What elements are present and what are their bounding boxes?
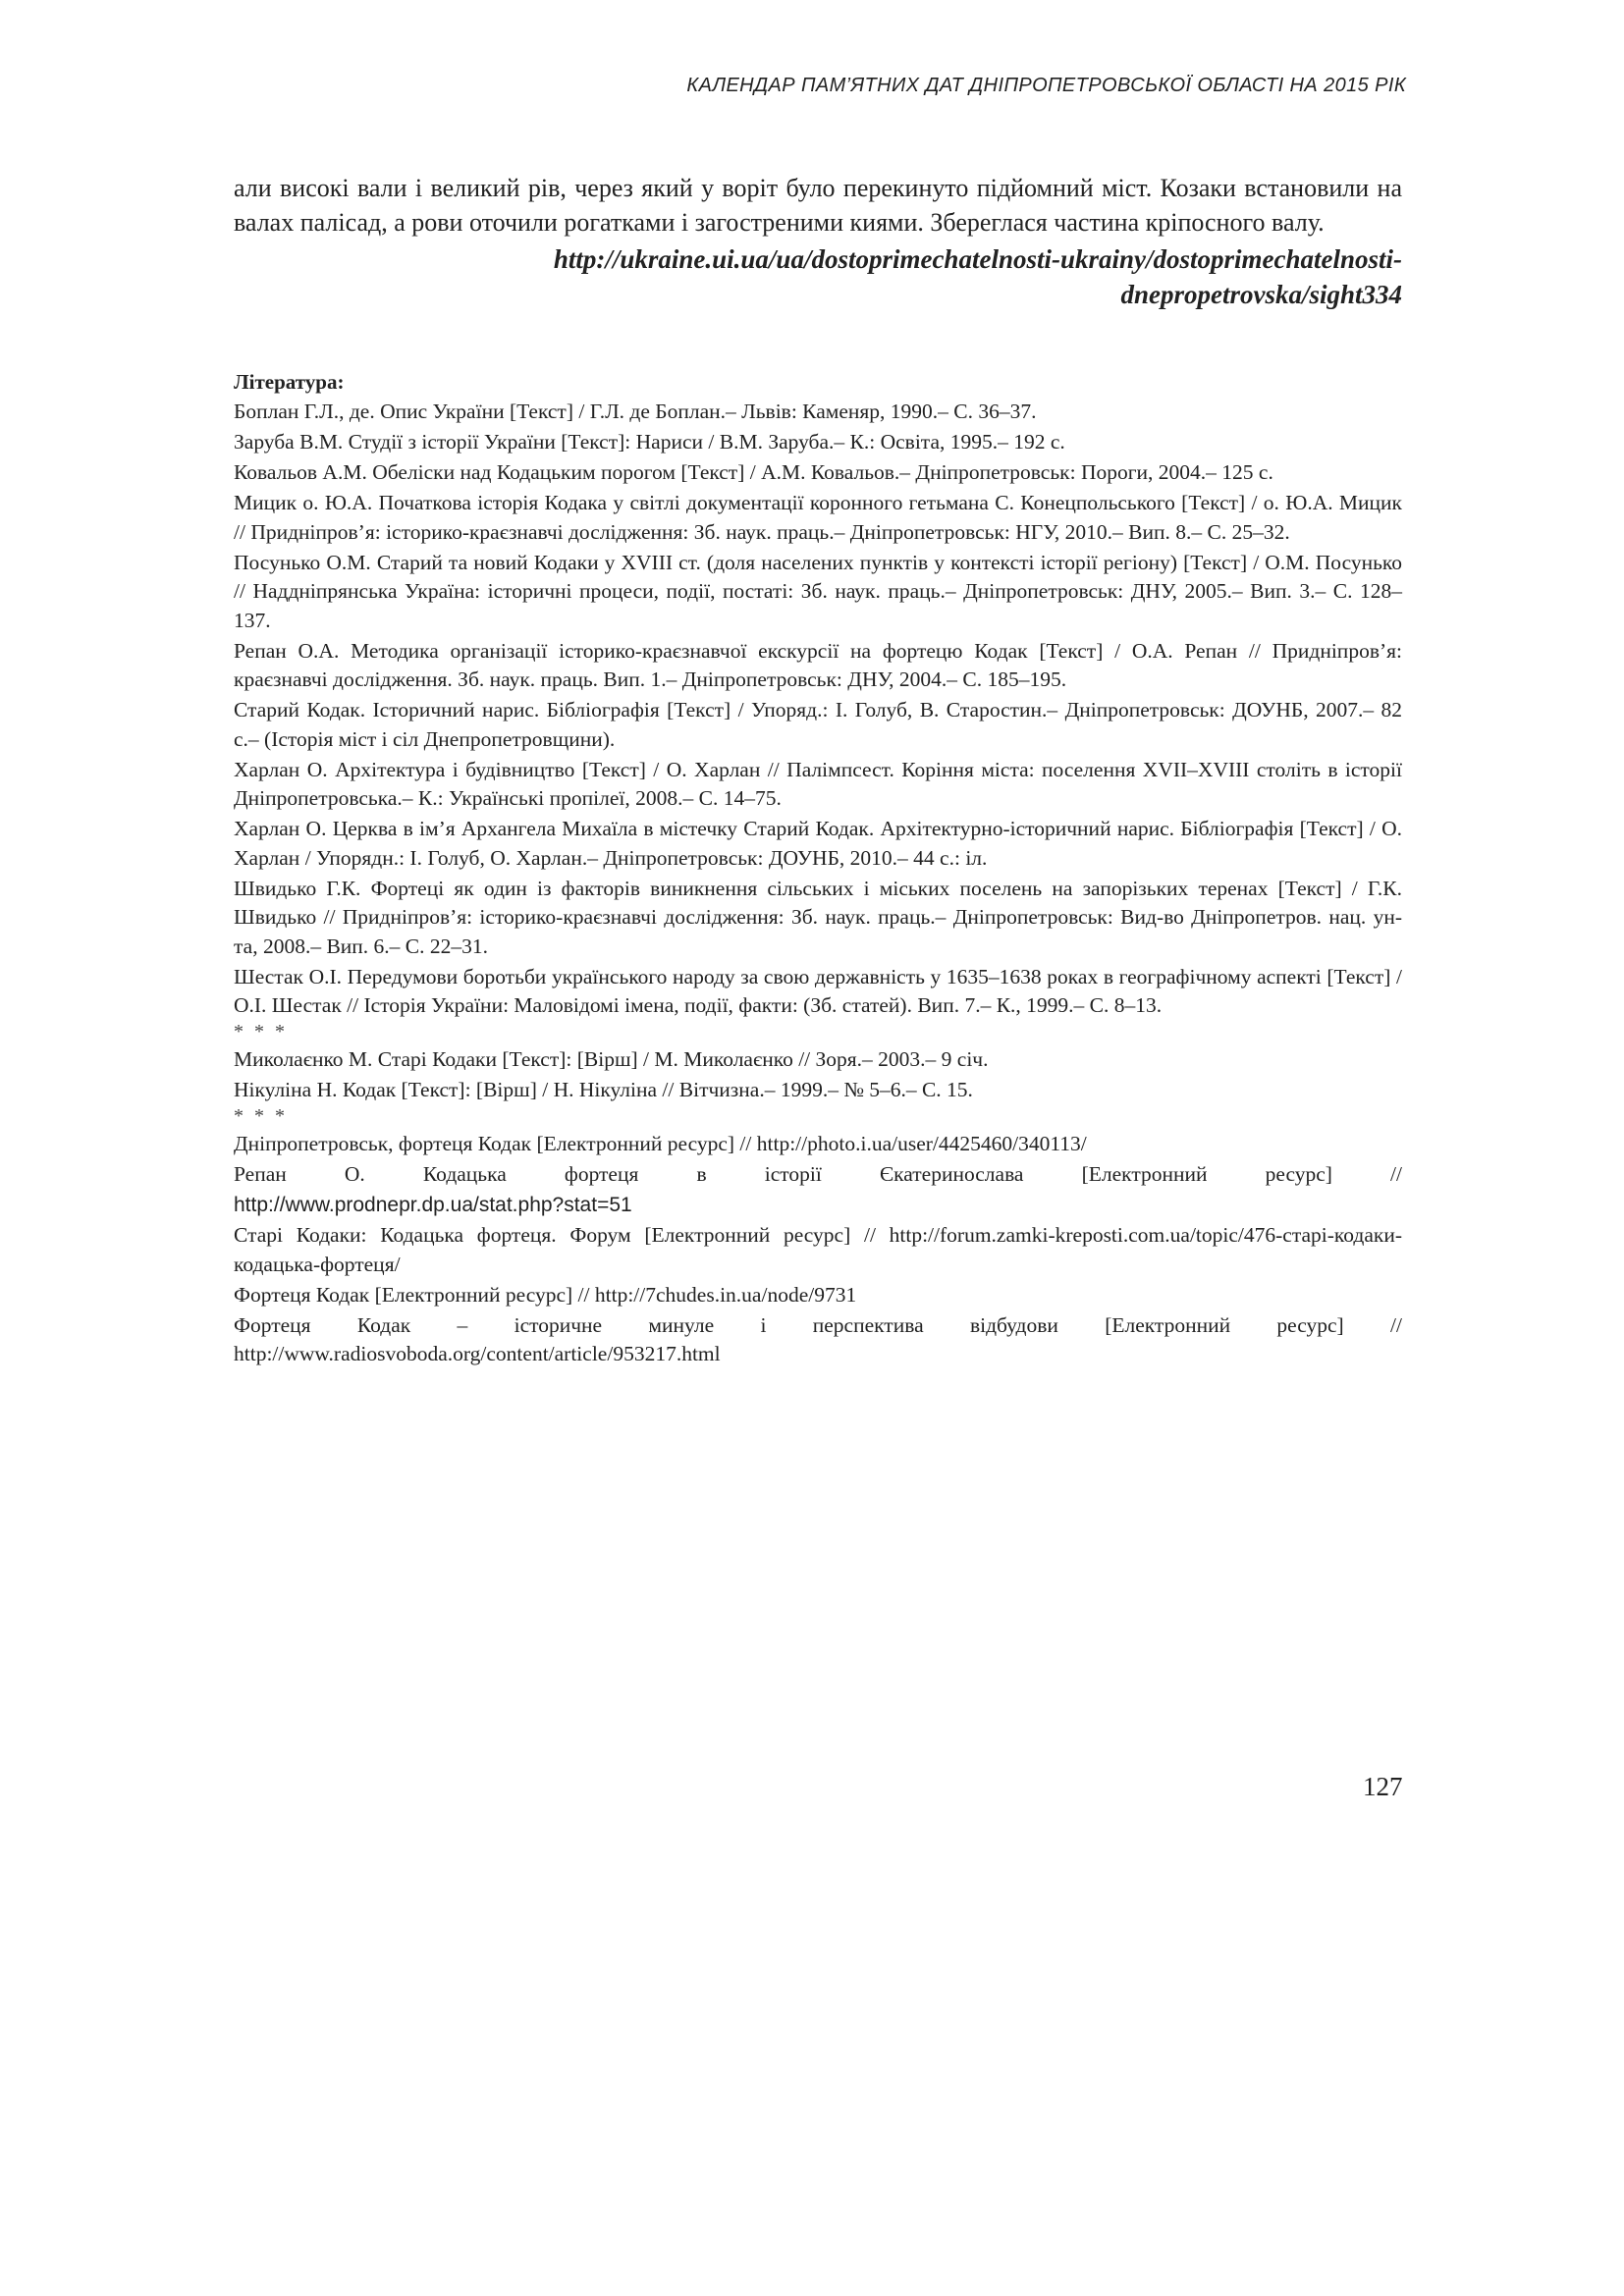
source-url-link[interactable]: http://ukraine.ui.ua/ua/dostoprimechatelnosti-ukrainy/dostoprimechatelnosti-dnepropetrovska/sight334 <box>553 244 1402 309</box>
reference-item: Харлан О. Церква в ім’я Архангела Михаїла в містечку Старий Кодак. Архітектурно-історичний нарис. Бібліографія [Текст] / О. Харлан / Упорядн.: І. Голуб, О. Харлан.– Дніпропетровськ: ДОУНБ, 2010.– 44 с.: іл. <box>234 817 1402 870</box>
reference-item: Заруба В.М. Студії з історії України [Текст]: Нариси / В.М. Заруба.– К.: Освіта, 1995.– 192 с. <box>234 430 1065 454</box>
reference-item-web: Фортеця Кодак [Електронний ресурс] // http://7chudes.in.ua/node/9731 <box>234 1282 857 1307</box>
section-separator: * * * <box>234 1105 288 1127</box>
reference-item: Нікуліна Н. Кодак [Текст]: [Вірш] / Н. Нікуліна // Вітчизна.– 1999.– № 5–6.– С. 15. <box>234 1078 973 1101</box>
reference-item-web: Старі Кодаки: Кодацька фортеця. Форум [Електронний ресурс] // http://forum.zamki-kreposti.com.ua/topic/476-старі-кодаки-кодацька-фортеця/ <box>234 1223 1402 1276</box>
reference-item: Миколаєнко М. Старі Кодаки [Текст]: [Вірш] / М. Миколаєнко // Зоря.– 2003.– 9 січ. <box>234 1047 989 1071</box>
reference-item: Боплан Г.Л., де. Опис України [Текст] / Г.Л. де Боплан.– Львів: Каменяр, 1990.– С. 36–37. <box>234 400 1037 423</box>
references-list <box>234 398 1402 1369</box>
reference-item: Посунько О.М. Старий та новий Кодаки у XVIII ст. (доля населених пунктів у контексті історії регіону) [Текст] / О.М. Посунько // Наддніпрянська Україна: історичні процеси, події, постаті: Зб. наук. праць.– Дніпропетровськ: ДНУ, 2005.– Вип. 3.– С. 128–137. <box>234 550 1402 632</box>
reference-item-web-url[interactable]: http://www.prodnepr.dp.ua/stat.php?stat=51 <box>234 1194 632 1216</box>
reference-item-web: Фортеця Кодак – історичне минуле і перспектива відбудови [Електронний ресурс] // http://www.radiosvoboda.org/content/article/953217.html <box>234 1312 1402 1365</box>
reference-item: Репан О.А. Методика організації історико-краєзнавчої екскурсії на фортецю Кодак [Текст] / О.А. Репан // Придніпров’я: краєзнавчі дослідження. Зб. наук. праць. Вип. 1.– Дніпропетровськ: ДНУ, 2004.– С. 185–195. <box>234 638 1402 691</box>
reference-item: Ковальов А.М. Обеліски над Кодацьким порогом [Текст] / А.М. Ковальов.– Дніпропетровськ: Пороги, 2004.– 125 с. <box>234 460 1273 484</box>
reference-item-web-title: Репан О. Кодацька фортеця в історії Єкатеринослава [Електронний ресурс] // <box>234 1162 1402 1186</box>
reference-item: Харлан О. Архітектура і будівництво [Текст] / О. Харлан // Палімпсест. Коріння міста: поселення XVII–XVIII століть в історії Дніпропетровська.– К.: Українські пропілеї, 2008.– С. 14–75. <box>234 757 1402 810</box>
reference-item-web: Дніпропетровськ, фортеця Кодак [Електронний ресурс] // http://photo.i.ua/user/4425460/340113/ <box>234 1132 1087 1155</box>
literature-heading: Література: <box>234 370 345 394</box>
reference-item: Старий Кодак. Історичний нарис. Бібліографія [Текст] / Упоряд.: І. Голуб, В. Старостин.– Дніпропетровськ: ДОУНБ, 2007.– 82 с.– (Історія міст і сіл Днепропетровщини). <box>234 698 1402 751</box>
running-header: КАЛЕНДАР ПАМ’ЯТНИХ ДАТ ДНІПРОПЕТРОВСЬКОЇ ОБЛАСТІ НА 2015 РІК <box>686 75 1406 96</box>
reference-item: Шестак О.І. Передумови боротьби українського народу за свою державність у 1635–1638 роках в географічному аспекті [Текст] / О.І. Шестак // Історія України: Маловідомі імена, події, факти: (Зб. статей). Вип. 7.– К., 1999.– С. 8–13. <box>234 964 1402 1017</box>
reference-item: Мицик о. Ю.А. Початкова історія Кодака у світлі документації коронного гетьмана С. Конецпольського [Текст] / о. Ю.А. Мицик // Придніпров’я: історико-краєзнавчі дослідження: Зб. наук. праць.– Дніпропетровськ: НГУ, 2010.– Вип. 8.– С. 25–32. <box>234 491 1402 544</box>
reference-item: Швидько Г.К. Фортеці як один із факторів виникнення сільських і міських поселень на запорізьких теренах [Текст] / Г.К. Швидько // Придніпров’я: історико-краєзнавчі дослідження: Зб. наук. праць.– Дніпропетровськ: Вид-во Дніпропетров. нац. ун-та, 2008.– Вип. 6.– С. 22–31. <box>234 876 1402 958</box>
section-separator: * * * <box>234 1021 288 1042</box>
page-content <box>234 171 1402 1370</box>
page-number: 127 <box>1363 1772 1403 1801</box>
body-paragraph: али високі вали і великий рів, через який у воріт було перекинуто підйомний міст. Козаки встановили на валах палісад, а рови оточили рогатками і загостреними киями. Збереглася частина кріпосного валу. <box>234 174 1402 237</box>
